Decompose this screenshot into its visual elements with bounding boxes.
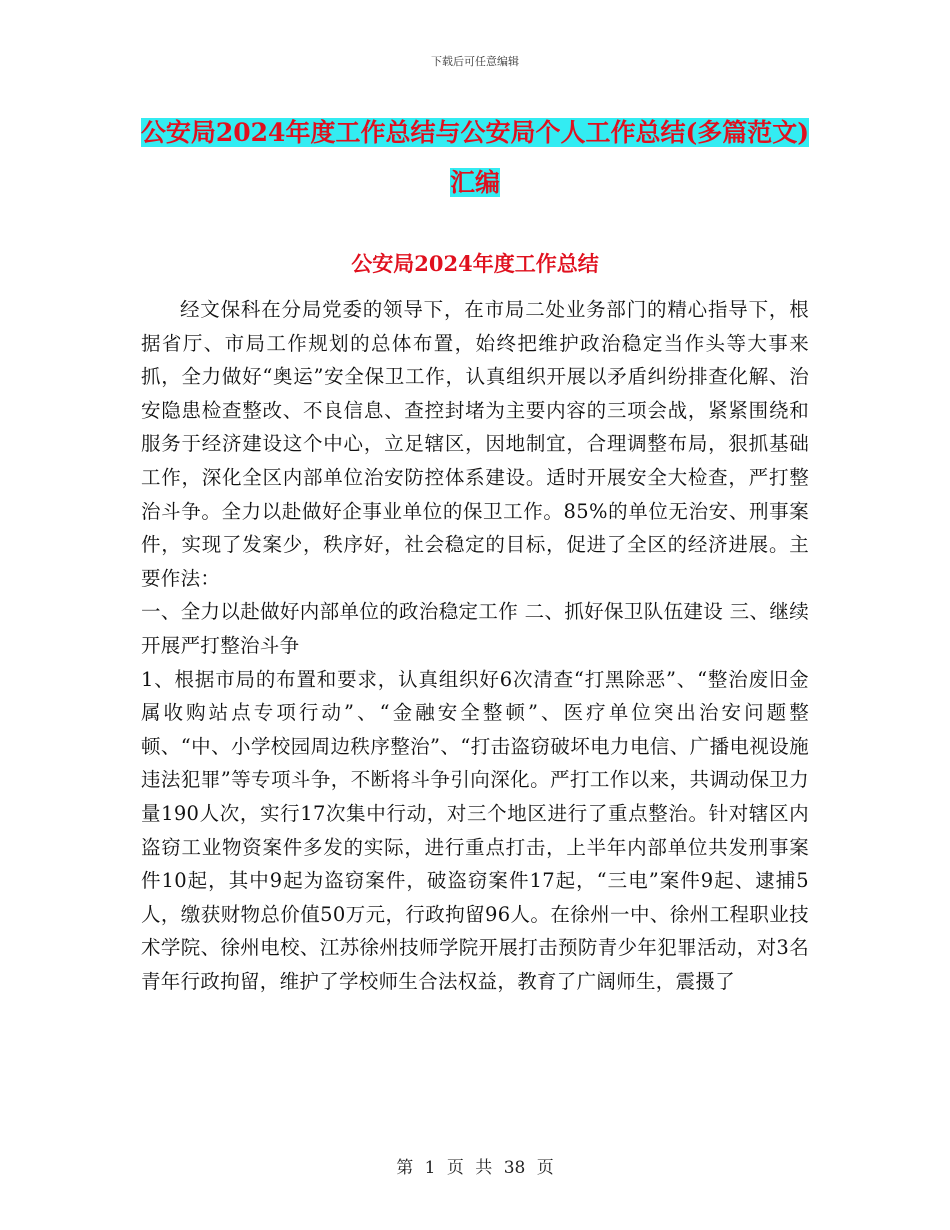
body-paragraph: 经文保科在分局党委的领导下，在市局二处业务部门的精心指导下，根据省厅、市局工作规划的总体布置，始终把维护政治稳定当作头等大事来抓，全力做好“奥运”安全保卫工作，认真组织开展以矛盾纠纷排查化解、治安隐患检查整改、不良信息、查控封堵为主要内容的三项会战，紧紧围绕和服务于经济建设这个中心，立足辖区，因地制宜，合理调整布局，狠抓基础工作，深化全区内部单位治安防控体系建设。适时开展安全大检查，严打整治斗争。全力以赴做好企事业单位的保卫工作。85%的单位无治安、刑事案件，实现了发案少，秩序好，社会稳定的目标，促进了全区的经济进展。主要作法： (141, 298, 809, 590)
document-body (141, 293, 809, 998)
body-paragraph: 1、根据市局的布置和要求，认真组织好6次清查“打黑除恶”、“整治废旧金属收购站点专项行动”、“金融安全整顿”、医疗单位突出治安问题整顿、“中、小学校园周边秩序整治”、“打击盗窃破坏电力电信、广播电视设施违法犯罪”等专项斗争，不断将斗争引向深化。严打工作以来，共调动保卫力量190人次，实行17次集中行动，对三个地区进行了重点整治。针对辖区内盗窃工业物资案件多发的实际，进行重点打击，上半年内部单位共发刑事案件10起，其中9起为盗窃案件，破盗窃案件17起，“三电”案件9起、逮捕5人，缴获财物总价值50万元，行政拘留96人。在徐州一中、徐州工程职业技术学院、徐州电校、江苏徐州技师学院开展打击预防青少年犯罪活动，对3名青年行政拘留，维护了学校师生合法权益，教育了广阔师生，震摄了 (141, 667, 809, 993)
document-title (140, 108, 810, 208)
page-number-footer: 第 1 页 共 38 页 (396, 1158, 554, 1178)
page-header-note: 下载后可任意编辑 (431, 55, 519, 68)
document-title-text: 公安局2024年度工作总结与公安局个人工作总结(多篇范文)汇编 (140, 118, 810, 197)
body-paragraph: 一、全力以赴做好内部单位的政治稳定工作 二、抓好保卫队伍建设 三、继续开展严打整治斗争 (141, 600, 809, 657)
section-title: 公安局2024年度工作总结 (351, 251, 599, 276)
